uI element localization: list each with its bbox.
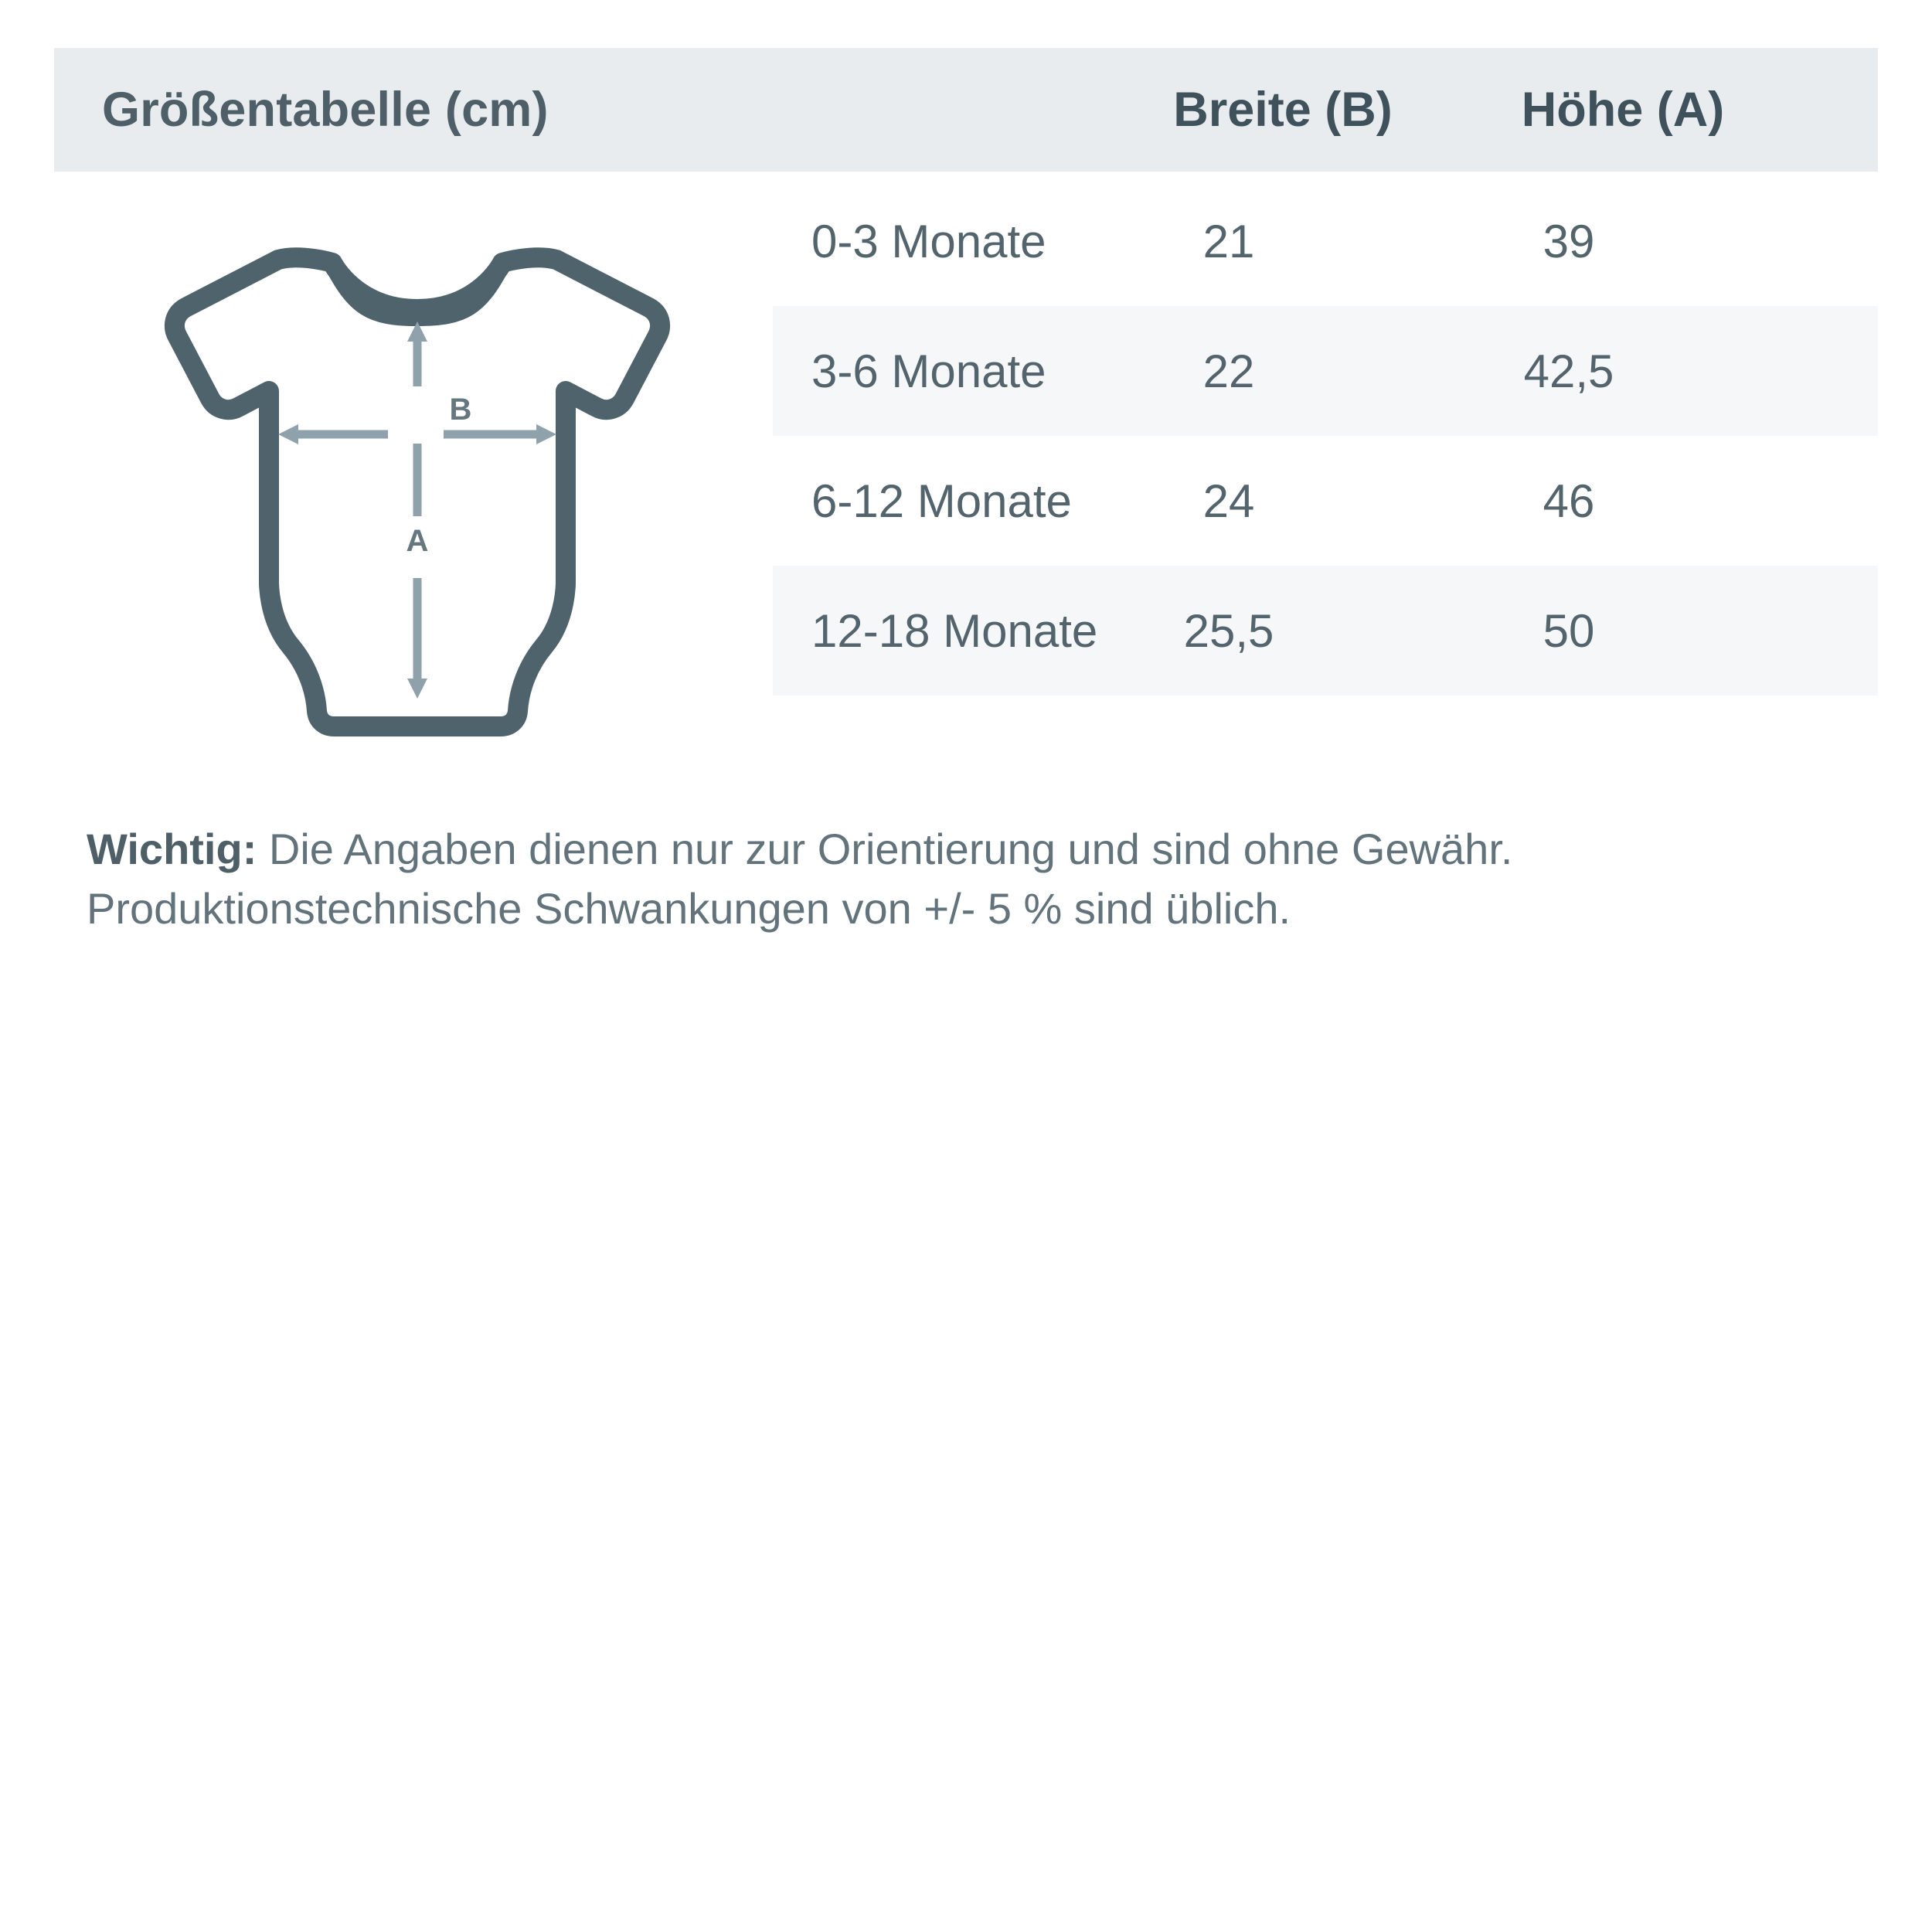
bodysuit-illustration — [139, 216, 696, 773]
height-label: A — [406, 524, 429, 558]
table-row — [773, 566, 1878, 696]
size-table — [773, 176, 1878, 696]
row-size: 3-6 Monate — [811, 345, 1046, 397]
baby-bodysuit-icon — [139, 216, 696, 773]
row-width: 22 — [1202, 345, 1255, 397]
column-header-width: Breite (B) — [1173, 83, 1393, 137]
row-height: 50 — [1543, 604, 1595, 657]
page-title: Größentabelle (cm) — [102, 83, 549, 137]
height-arrow — [407, 321, 427, 699]
disclaimer-text: Die Angaben dienen nur zur Orientierung und sind ohne Gewähr. Produktionstechnische Schwankungen von +/- 5 % sind üblich. — [87, 825, 1513, 934]
width-label: B — [449, 393, 472, 427]
row-size: 6-12 Monate — [811, 474, 1072, 527]
table-header — [54, 48, 1878, 172]
row-width: 21 — [1202, 215, 1255, 267]
row-size: 12-18 Monate — [811, 604, 1098, 657]
disclaimer-note — [87, 819, 1864, 939]
table-row — [773, 306, 1878, 436]
column-header-height: Höhe (A) — [1521, 83, 1725, 137]
table-row — [773, 436, 1878, 566]
disclaimer-label: Wichtig: — [87, 825, 257, 873]
row-size: 0-3 Monate — [811, 215, 1046, 267]
row-width: 25,5 — [1183, 604, 1274, 657]
row-width: 24 — [1202, 474, 1255, 527]
row-height: 42,5 — [1523, 345, 1614, 397]
row-height: 46 — [1543, 474, 1595, 527]
row-height: 39 — [1543, 215, 1595, 267]
table-row — [773, 176, 1878, 306]
